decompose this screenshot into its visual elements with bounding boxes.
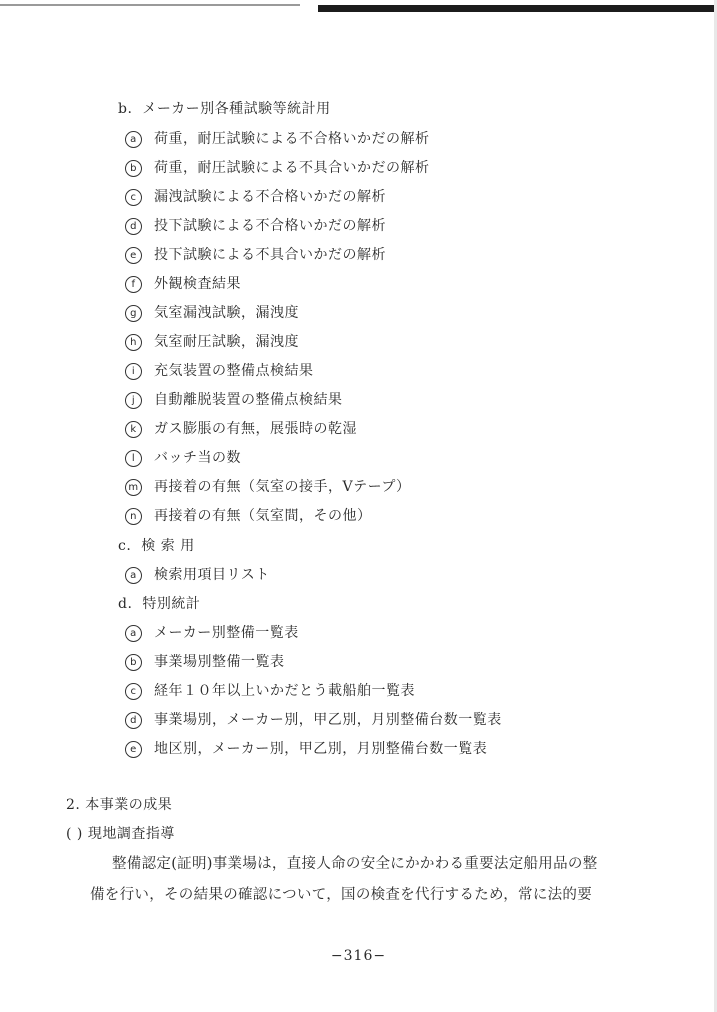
list-item [125,188,386,206]
list-marker: b [125,654,142,671]
list-item-text: 充気装置の整備点検結果 [154,363,314,379]
list-item-text: 経年１０年以上いかだとう載船舶一覧表 [154,683,415,699]
list-marker: a [125,567,142,584]
list-item-text: ガス膨脹の有無，展張時の乾湿 [154,421,357,437]
list-item [125,711,502,729]
scan-edge-top-right [318,5,717,12]
section-c-heading [118,537,195,555]
list-item [125,566,270,584]
list-item [125,217,386,235]
list-marker: h [125,334,142,351]
list-item-text: 荷重，耐圧試験による不合格いかだの解析 [154,131,430,147]
list-item [125,130,430,148]
list-marker: b [125,160,142,177]
list-marker: d [125,712,142,729]
chapter-subheading: ( ) 現地調査指導 [66,826,175,842]
list-item [125,304,299,322]
list-marker: a [125,625,142,642]
list-marker: c [125,683,142,700]
list-marker: f [125,276,142,293]
list-item-text: 自動離脱装置の整備点検結果 [154,392,343,408]
section-label: b. [118,101,133,117]
list-marker: m [125,479,142,496]
list-item-text: 投下試験による不具合いかだの解析 [154,247,386,263]
list-item [125,159,430,177]
page-number: −316− [330,948,387,964]
list-item-text: 事業場別，メーカー別，甲乙別，月別整備台数一覧表 [154,712,502,728]
list-item-text: バッチ当の数 [154,450,241,466]
list-marker: i [125,363,142,380]
list-item-text: 地区別，メーカー別，甲乙別，月別整備台数一覧表 [154,741,488,757]
list-item [125,478,411,496]
list-item-text: 漏洩試験による不合格いかだの解析 [154,189,386,205]
list-item [125,507,372,525]
list-item [125,246,386,264]
list-marker: k [125,421,142,438]
section-label: d. [118,596,133,612]
list-marker: g [125,305,142,322]
section-title: 検 索 用 [141,538,195,554]
list-item [125,391,343,409]
chapter-heading: 2. 本事業の成果 [66,797,173,813]
list-item [125,275,241,293]
list-marker: c [125,189,142,206]
list-item-text: 投下試験による不合格いかだの解析 [154,218,386,234]
section-b-heading [118,100,331,118]
list-marker: n [125,508,142,525]
list-marker: d [125,218,142,235]
section-d-heading [118,595,200,613]
list-item [125,362,314,380]
scan-edge-top-left [0,4,300,6]
list-item [125,449,241,467]
list-marker: a [125,131,142,148]
list-item-text: 検索用項目リスト [154,567,270,583]
list-item-text: 気室漏洩試験，漏洩度 [154,305,299,321]
list-item-text: 再接着の有無（気室の接手，Vテープ） [154,479,411,495]
list-item [125,333,299,351]
list-marker: e [125,741,142,758]
section-label: c. [118,538,132,554]
list-item-text: メーカー別整備一覧表 [154,625,299,641]
section-title: 特別統計 [142,596,201,612]
list-item [125,624,299,642]
list-item-text: 外観検査結果 [154,276,241,292]
section-title: メーカー別各種試験等統計用 [142,101,331,117]
list-item [125,653,285,671]
list-item-text: 再接着の有無（気室間，その他） [154,508,372,524]
body-paragraph-line-2: 備を行い，その結果の確認について，国の検査を代行するため，常に法的要 [90,887,593,903]
list-item [125,420,357,438]
list-marker: j [125,392,142,409]
list-item-text: 荷重，耐圧試験による不具合いかだの解析 [154,160,430,176]
list-item [125,682,415,700]
list-marker: e [125,247,142,264]
list-marker: l [125,450,142,467]
list-item-text: 事業場別整備一覧表 [154,654,285,670]
body-paragraph-line-1: 整備認定(証明)事業場は，直接人命の安全にかかわる重要法定船用品の整 [112,856,598,872]
list-item [125,740,487,758]
list-item-text: 気室耐圧試験，漏洩度 [154,334,299,350]
